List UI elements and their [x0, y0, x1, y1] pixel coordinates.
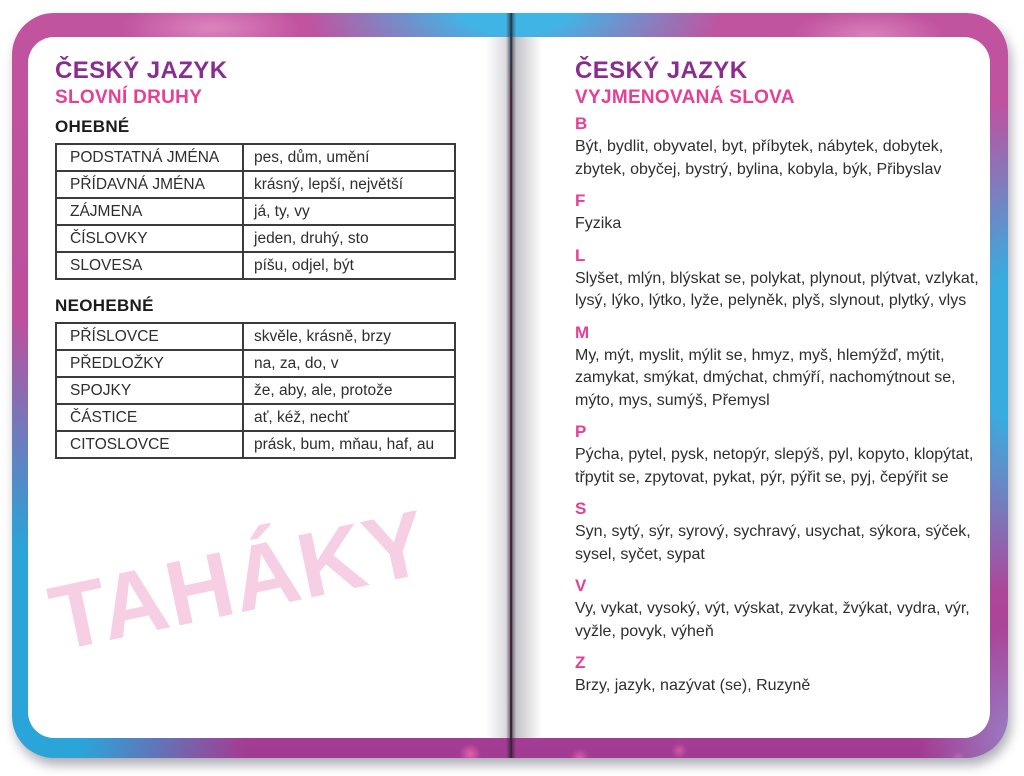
word-class-examples: prásk, bum, mňau, haf, au: [243, 431, 455, 458]
word-class-label: SPOJKY: [56, 377, 243, 404]
table-row: [56, 323, 455, 350]
letter-section: [575, 575, 981, 643]
word-class-examples: píšu, odjel, být: [243, 252, 455, 279]
section-words: My, mýt, myslit, mýlit se, hmyz, myš, hlemýžď, mýtit, zamykat, smýkat, dmýchat, chmýří, nachomýtnout se, mýto, mys, sumýš, Přemysl: [575, 346, 956, 409]
section-letter: S: [575, 499, 587, 518]
page-title: ČESKÝ JAZYK: [575, 57, 748, 84]
word-class-label: ČÍSLOVKY: [56, 225, 243, 252]
table-row: [56, 404, 455, 431]
word-class-label: PODSTATNÁ JMÉNA: [56, 144, 243, 171]
section-words: Syn, sytý, sýr, syrový, sychravý, usychat, sýkora, sýček, sysel, syčet, sypat: [575, 523, 971, 563]
word-class-examples: skvěle, krásně, brzy: [243, 323, 455, 350]
word-class-label: PŘÍDAVNÁ JMÉNA: [56, 171, 243, 198]
word-class-examples: na, za, do, v: [243, 350, 455, 377]
table-row: [56, 377, 455, 404]
right-page-content: [575, 57, 981, 698]
word-class-label: PŘEDLOŽKY: [56, 350, 243, 377]
table-row: [56, 431, 455, 458]
word-class-examples: já, ty, vy: [243, 198, 455, 225]
letter-section: [575, 421, 981, 489]
section-letter: M: [575, 322, 590, 342]
word-class-examples: krásný, lepší, největší: [243, 171, 455, 198]
letter-section: [575, 322, 981, 413]
word-class-examples: ať, kéž, nechť: [243, 404, 455, 431]
letter-section: [575, 245, 981, 313]
section-letter: L: [575, 245, 586, 265]
word-class-label: PŘÍSLOVCE: [56, 323, 243, 350]
left-page: [28, 37, 510, 738]
word-class-label: ZÁJMENA: [56, 198, 243, 225]
right-page: [512, 37, 990, 738]
section-words: Fyzika: [575, 215, 622, 232]
section-words: Brzy, jazyk, nazývat (se), Ruzyně: [575, 677, 811, 694]
left-page-content: [55, 57, 485, 459]
group-heading-ohebne: OHEBNÉ: [55, 117, 130, 136]
word-classes-table-neohebne: [55, 322, 456, 459]
section-letter: P: [575, 422, 587, 441]
section-words: Slyšet, mlýn, blýskat se, polykat, plynout, plýtvat, vzlykat, lysý, lýko, lýtko, lyže, pelyněk, plyš, slynout, plytký, vlys: [575, 269, 979, 309]
section-letter: V: [575, 576, 587, 595]
section-words: Být, bydlit, obyvatel, byt, příbytek, nábytek, dobytek, zbytek, obyčej, bystrý, bylina, kobyla, býk, Přibyslav: [575, 138, 944, 178]
word-class-label: ČÁSTICE: [56, 404, 243, 431]
section-letter: Z: [575, 653, 586, 672]
group-heading-neohebne: NEOHEBNÉ: [55, 296, 154, 315]
word-class-label: CITOSLOVCE: [56, 431, 243, 458]
letter-section: [575, 498, 981, 566]
section-words: Pýcha, pytel, pysk, netopýr, slepýš, pyl, kopyto, klopýtat, třpytit se, zpytovat, pykat, pýr, pýřit se, pyj, čepýřit se: [575, 446, 974, 486]
page-title: ČESKÝ JAZYK: [55, 57, 228, 84]
table-row: [56, 144, 455, 171]
word-class-examples: pes, dům, umění: [243, 144, 455, 171]
table-row: [56, 225, 455, 252]
word-class-examples: jeden, druhý, sto: [243, 225, 455, 252]
watermark-text: TAHÁKY: [41, 491, 437, 671]
word-class-label: SLOVESA: [56, 252, 243, 279]
letter-section: [575, 113, 981, 181]
letter-section: [575, 652, 981, 698]
table-row: [56, 198, 455, 225]
table-row: [56, 171, 455, 198]
letter-sections: [575, 113, 981, 698]
section-words: Vy, vykat, vysoký, výt, výskat, zvykat, žvýkat, vydra, výr, vyžle, povyk, výheň: [575, 600, 970, 640]
page-subtitle: VYJMENOVANÁ SLOVA: [575, 87, 795, 108]
notebook-cover: [12, 13, 1008, 758]
section-letter: B: [575, 114, 588, 133]
word-class-examples: že, aby, ale, protože: [243, 377, 455, 404]
book-spine: [506, 13, 516, 758]
table-row: [56, 252, 455, 279]
section-letter: F: [575, 191, 586, 210]
table-row: [56, 350, 455, 377]
word-classes-table-ohebne: [55, 143, 456, 280]
letter-section: [575, 190, 981, 236]
page-subtitle: SLOVNÍ DRUHY: [55, 87, 203, 108]
